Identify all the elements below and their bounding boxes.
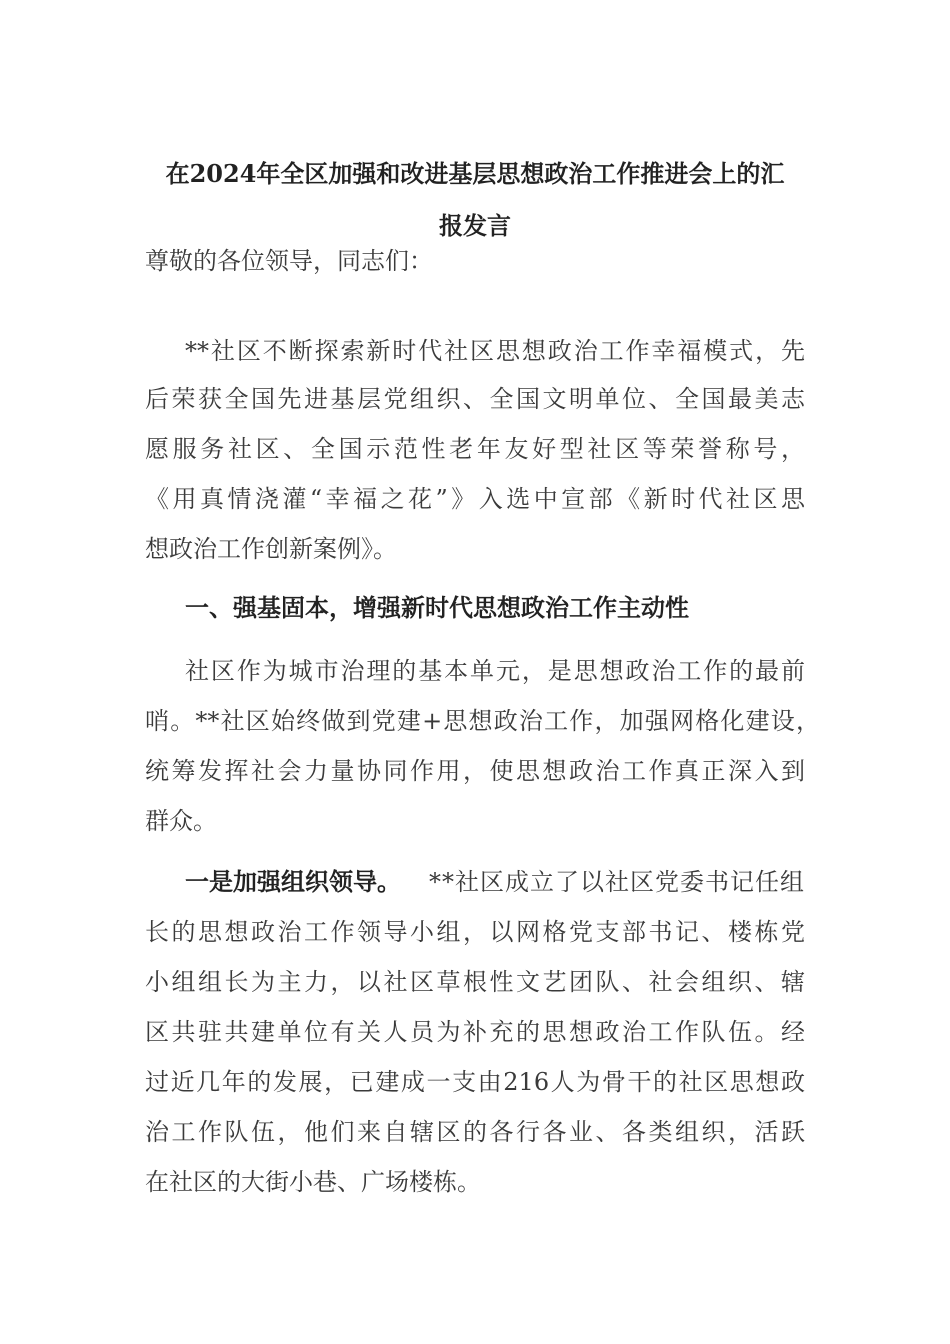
subsection-1-line-1 <box>185 866 805 898</box>
intro-line-3: 愿服务社区、全国示范性老年友好型社区等荣誉称号， <box>145 435 805 463</box>
subsection-1-first-line-rest: **社区成立了以社区党委书记任组 <box>429 868 805 896</box>
section-1-line-4: 群众。 <box>145 807 217 835</box>
intro-line-4: 《用真情浇灌“幸福之花”》入选中宣部《新时代社区思 <box>145 485 805 513</box>
intro-line-1: **社区不断探索新时代社区思想政治工作幸福模式，先 <box>185 337 805 365</box>
subsection-1-bold-lead: 一是加强组织领导。 <box>185 867 401 896</box>
subsection-1-line-3: 小组组长为主力，以社区草根性文艺团队、社会组织、辖 <box>145 968 805 996</box>
intro-line-5: 想政治工作创新案例》。 <box>145 535 397 563</box>
section-1-line-2: 哨。**社区始终做到党建+思想政治工作，加强网格化建设， <box>145 707 820 735</box>
section-1-line-3: 统筹发挥社会力量协同作用，使思想政治工作真正深入到 <box>145 757 805 785</box>
subsection-1-line-2: 长的思想政治工作领导小组，以网格党支部书记、楼栋党 <box>145 918 805 946</box>
document-title-line-1: 在2024年全区加强和改进基层思想政治工作推进会上的汇 <box>165 159 785 188</box>
intro-line-2: 后荣获全国先进基层党组织、全国文明单位、全国最美志 <box>145 385 805 413</box>
section-1-heading: 一、强基固本，增强新时代思想政治工作主动性 <box>185 593 689 622</box>
subsection-1-line-5: 过近几年的发展，已建成一支由216人为骨干的社区思想政 <box>145 1068 805 1096</box>
subsection-1-line-7: 在社区的大街小巷、广场楼栋。 <box>145 1168 481 1196</box>
document-title-line-2: 报发言 <box>439 211 511 240</box>
subsection-1-line-4: 区共驻共建单位有关人员为补充的思想政治工作队伍。经 <box>145 1018 805 1046</box>
section-1-line-1: 社区作为城市治理的基本单元，是思想政治工作的最前 <box>185 657 805 685</box>
salutation: 尊敬的各位领导，同志们： <box>145 247 433 275</box>
subsection-1-line-6: 治工作队伍，他们来自辖区的各行各业、各类组织，活跃 <box>145 1118 805 1146</box>
